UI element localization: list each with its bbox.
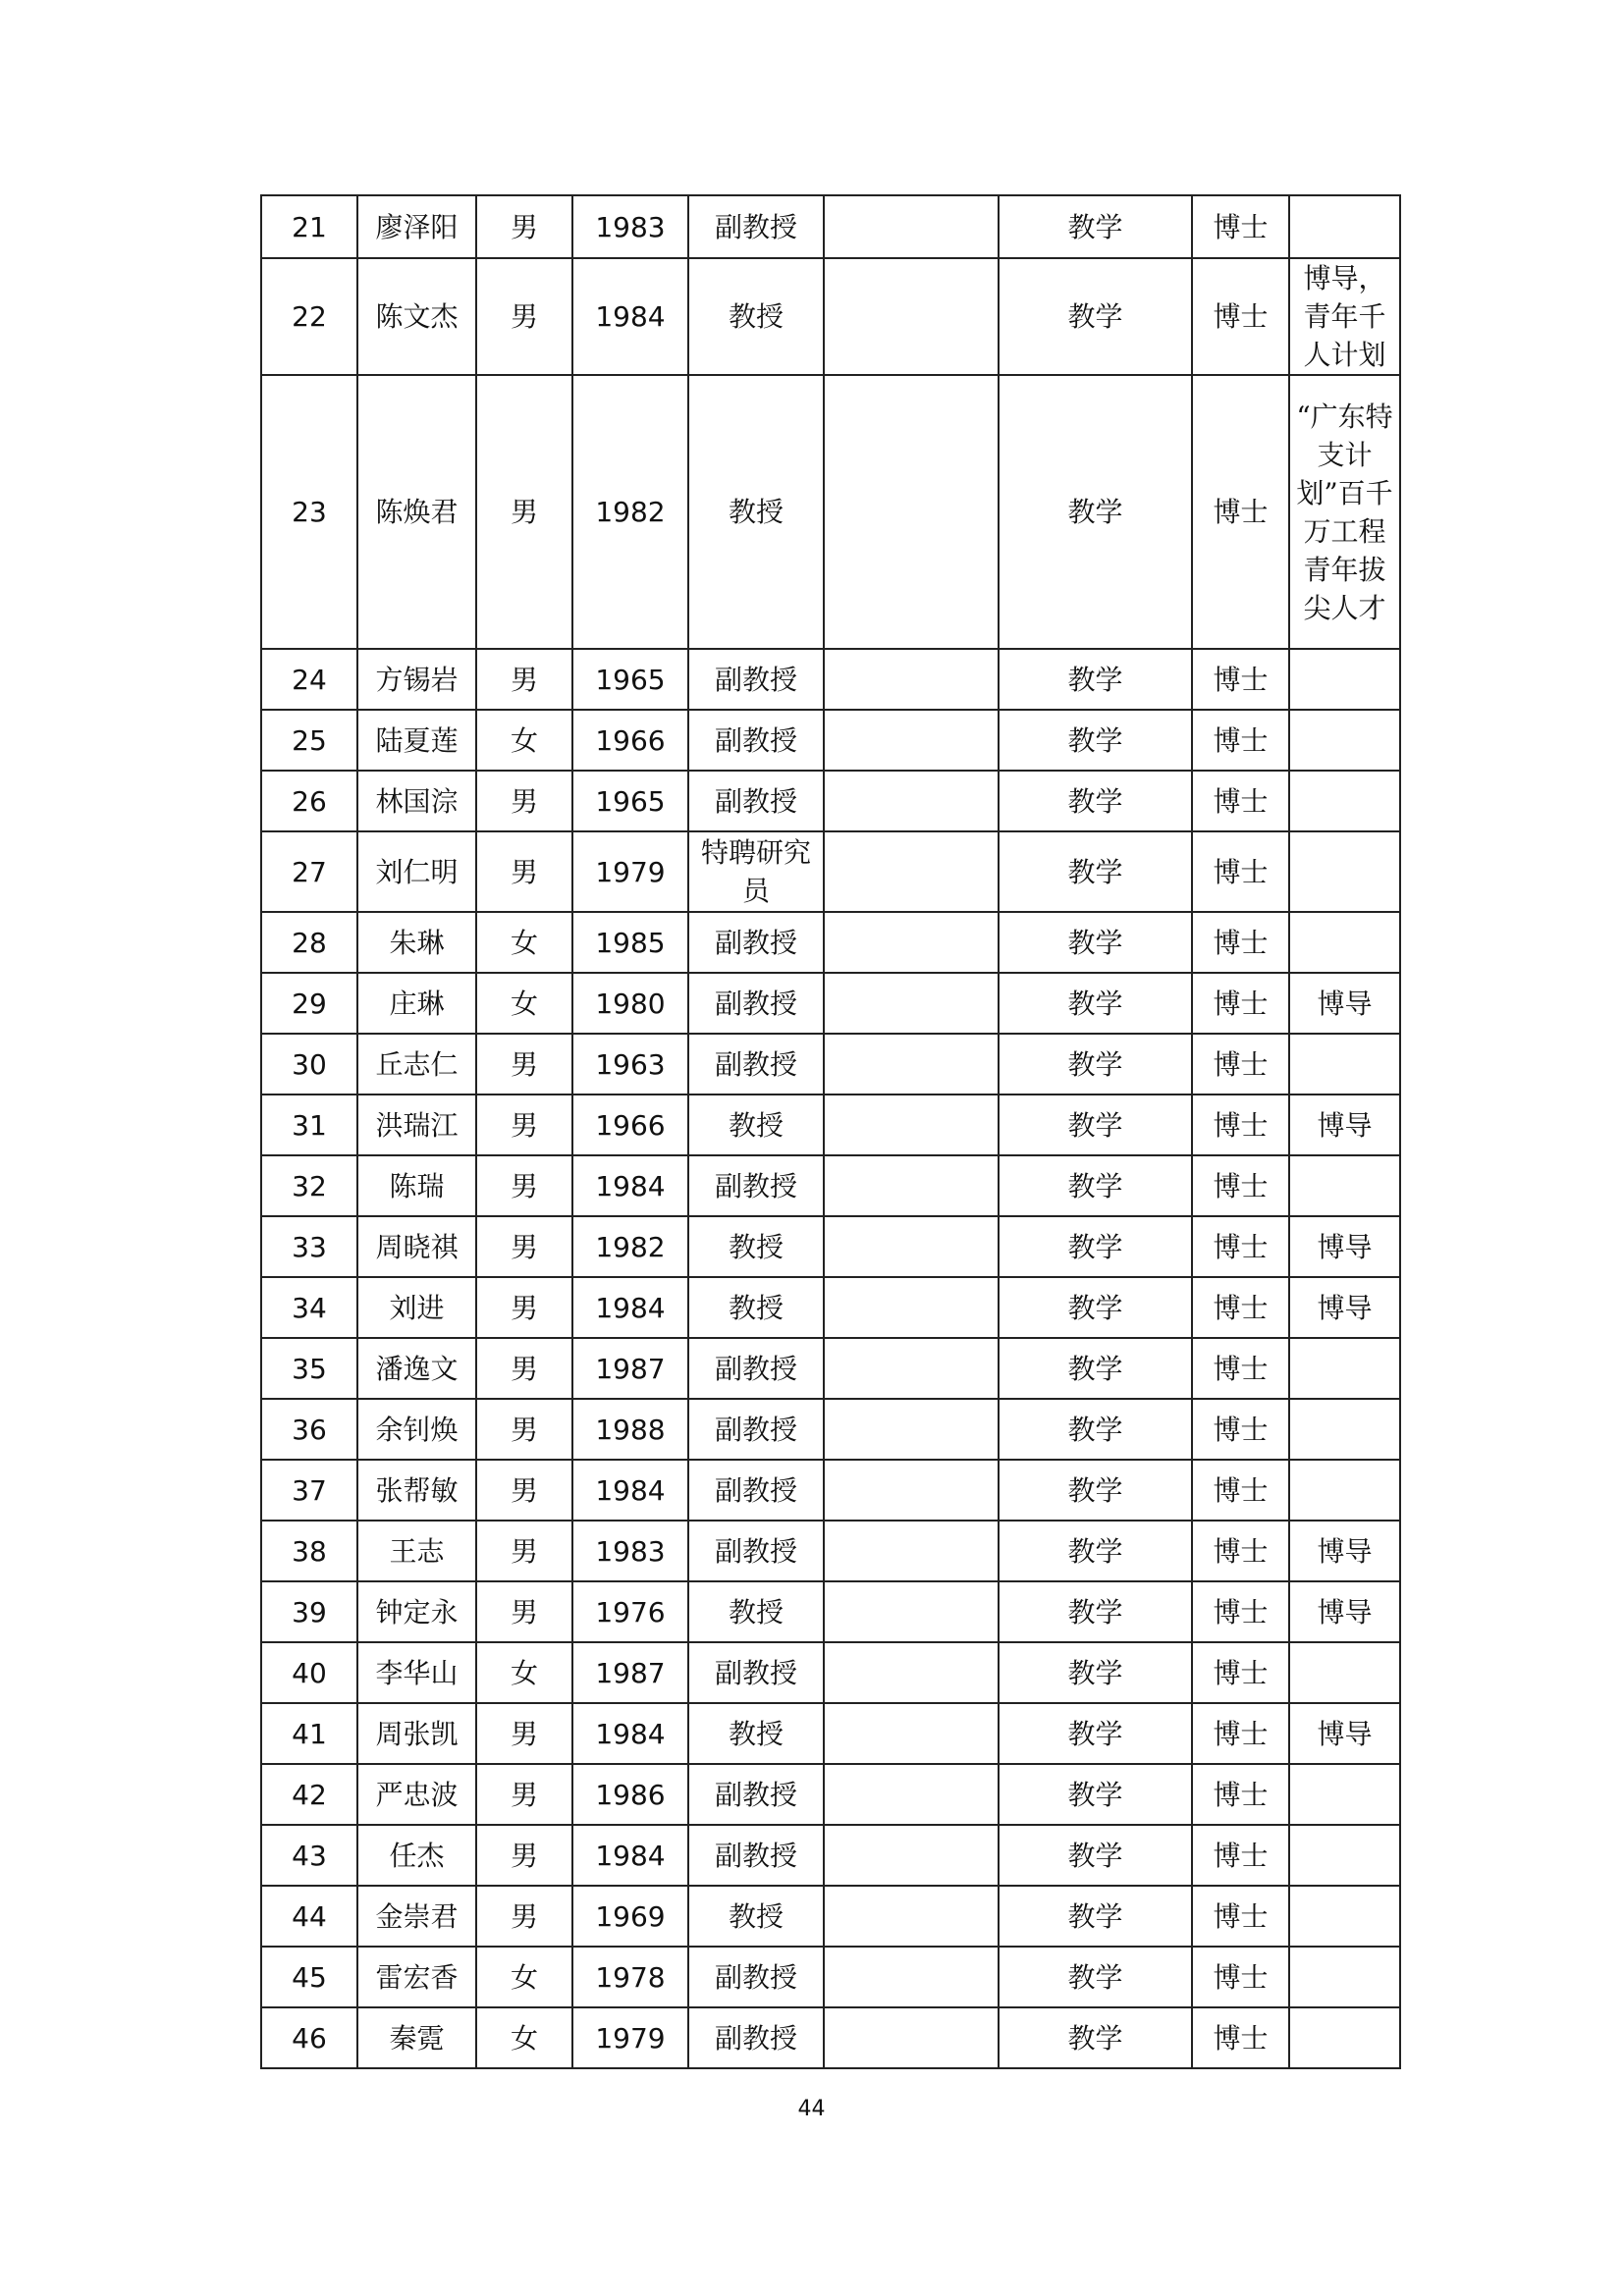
row-number-cell: 22 — [261, 258, 357, 375]
gender-cell: 男 — [476, 1460, 572, 1521]
empty-cell — [824, 1642, 999, 1703]
degree-cell: 博士 — [1192, 912, 1289, 973]
note-cell — [1289, 1338, 1400, 1399]
post-type-cell: 教学 — [999, 1034, 1192, 1095]
table-row — [261, 1155, 1400, 1216]
empty-cell — [824, 1155, 999, 1216]
post-type-cell: 教学 — [999, 1460, 1192, 1521]
note-cell — [1289, 2007, 1400, 2068]
note-cell: “广东特支计划”百千万工程青年拔尖人才 — [1289, 375, 1400, 649]
name-cell: 李华山 — [357, 1642, 476, 1703]
title-cell: 教授 — [688, 1581, 824, 1642]
name-cell: 陈文杰 — [357, 258, 476, 375]
empty-cell — [824, 258, 999, 375]
gender-cell: 男 — [476, 1581, 572, 1642]
birth-year-cell: 1965 — [572, 771, 688, 831]
degree-cell: 博士 — [1192, 1034, 1289, 1095]
degree-cell: 博士 — [1192, 1216, 1289, 1277]
post-type-cell: 教学 — [999, 1155, 1192, 1216]
title-cell: 副教授 — [688, 1034, 824, 1095]
table-row — [261, 771, 1400, 831]
table-row — [261, 1338, 1400, 1399]
post-type-cell: 教学 — [999, 195, 1192, 258]
empty-cell — [824, 973, 999, 1034]
post-type-cell: 教学 — [999, 1703, 1192, 1764]
note-cell — [1289, 912, 1400, 973]
note-cell — [1289, 1886, 1400, 1947]
degree-cell: 博士 — [1192, 1095, 1289, 1155]
degree-cell: 博士 — [1192, 1521, 1289, 1581]
degree-cell: 博士 — [1192, 1764, 1289, 1825]
name-cell: 雷宏香 — [357, 1947, 476, 2007]
degree-cell: 博士 — [1192, 2007, 1289, 2068]
table-body — [261, 195, 1400, 2068]
note-cell: 博导 — [1289, 1581, 1400, 1642]
table-row — [261, 1703, 1400, 1764]
post-type-cell: 教学 — [999, 1338, 1192, 1399]
post-type-cell: 教学 — [999, 1399, 1192, 1460]
name-cell: 余钊焕 — [357, 1399, 476, 1460]
name-cell: 洪瑞江 — [357, 1095, 476, 1155]
note-cell: 博导 — [1289, 1521, 1400, 1581]
gender-cell: 女 — [476, 710, 572, 771]
gender-cell: 女 — [476, 912, 572, 973]
title-cell: 教授 — [688, 258, 824, 375]
empty-cell — [824, 375, 999, 649]
empty-cell — [824, 195, 999, 258]
table-row — [261, 1034, 1400, 1095]
birth-year-cell: 1988 — [572, 1399, 688, 1460]
title-cell: 特聘研究员 — [688, 831, 824, 912]
row-number-cell: 41 — [261, 1703, 357, 1764]
note-cell — [1289, 195, 1400, 258]
row-number-cell: 33 — [261, 1216, 357, 1277]
row-number-cell: 32 — [261, 1155, 357, 1216]
birth-year-cell: 1966 — [572, 1095, 688, 1155]
note-cell: 博导 — [1289, 1703, 1400, 1764]
title-cell: 副教授 — [688, 1947, 824, 2007]
empty-cell — [824, 1034, 999, 1095]
table-row — [261, 973, 1400, 1034]
empty-cell — [824, 1825, 999, 1886]
row-number-cell: 43 — [261, 1825, 357, 1886]
name-cell: 陈焕君 — [357, 375, 476, 649]
gender-cell: 男 — [476, 1277, 572, 1338]
name-cell: 严忠波 — [357, 1764, 476, 1825]
row-number-cell: 31 — [261, 1095, 357, 1155]
gender-cell: 男 — [476, 195, 572, 258]
degree-cell: 博士 — [1192, 1886, 1289, 1947]
title-cell: 教授 — [688, 1216, 824, 1277]
row-number-cell: 37 — [261, 1460, 357, 1521]
post-type-cell: 教学 — [999, 912, 1192, 973]
name-cell: 陆夏莲 — [357, 710, 476, 771]
row-number-cell: 27 — [261, 831, 357, 912]
empty-cell — [824, 1399, 999, 1460]
row-number-cell: 42 — [261, 1764, 357, 1825]
name-cell: 刘进 — [357, 1277, 476, 1338]
table-row — [261, 1825, 1400, 1886]
title-cell: 副教授 — [688, 2007, 824, 2068]
birth-year-cell: 1982 — [572, 375, 688, 649]
birth-year-cell: 1984 — [572, 1460, 688, 1521]
name-cell: 廖泽阳 — [357, 195, 476, 258]
gender-cell: 男 — [476, 831, 572, 912]
birth-year-cell: 1976 — [572, 1581, 688, 1642]
degree-cell: 博士 — [1192, 1825, 1289, 1886]
post-type-cell: 教学 — [999, 375, 1192, 649]
table-row — [261, 1521, 1400, 1581]
degree-cell: 博士 — [1192, 771, 1289, 831]
note-cell — [1289, 1399, 1400, 1460]
note-cell — [1289, 1642, 1400, 1703]
title-cell: 副教授 — [688, 973, 824, 1034]
birth-year-cell: 1965 — [572, 649, 688, 710]
birth-year-cell: 1984 — [572, 1825, 688, 1886]
table-row — [261, 1399, 1400, 1460]
row-number-cell: 36 — [261, 1399, 357, 1460]
degree-cell: 博士 — [1192, 1947, 1289, 2007]
birth-year-cell: 1979 — [572, 831, 688, 912]
table-row — [261, 1642, 1400, 1703]
birth-year-cell: 1986 — [572, 1764, 688, 1825]
empty-cell — [824, 2007, 999, 2068]
birth-year-cell: 1966 — [572, 710, 688, 771]
title-cell: 副教授 — [688, 1764, 824, 1825]
gender-cell: 女 — [476, 1642, 572, 1703]
gender-cell: 男 — [476, 1886, 572, 1947]
gender-cell: 男 — [476, 1703, 572, 1764]
gender-cell: 男 — [476, 1764, 572, 1825]
title-cell: 教授 — [688, 375, 824, 649]
gender-cell: 男 — [476, 1155, 572, 1216]
degree-cell: 博士 — [1192, 1338, 1289, 1399]
post-type-cell: 教学 — [999, 1521, 1192, 1581]
degree-cell: 博士 — [1192, 1703, 1289, 1764]
name-cell: 周张凯 — [357, 1703, 476, 1764]
row-number-cell: 44 — [261, 1886, 357, 1947]
table-row — [261, 1886, 1400, 1947]
degree-cell: 博士 — [1192, 258, 1289, 375]
note-cell: 博导 — [1289, 1216, 1400, 1277]
gender-cell: 女 — [476, 973, 572, 1034]
title-cell: 副教授 — [688, 1399, 824, 1460]
note-cell: 博导，青年千人计划 — [1289, 258, 1400, 375]
empty-cell — [824, 771, 999, 831]
degree-cell: 博士 — [1192, 1155, 1289, 1216]
table-row — [261, 1581, 1400, 1642]
title-cell: 副教授 — [688, 710, 824, 771]
empty-cell — [824, 1764, 999, 1825]
name-cell: 方锡岩 — [357, 649, 476, 710]
post-type-cell: 教学 — [999, 973, 1192, 1034]
empty-cell — [824, 831, 999, 912]
empty-cell — [824, 912, 999, 973]
post-type-cell: 教学 — [999, 831, 1192, 912]
degree-cell: 博士 — [1192, 710, 1289, 771]
note-cell — [1289, 1764, 1400, 1825]
post-type-cell: 教学 — [999, 1095, 1192, 1155]
gender-cell: 男 — [476, 771, 572, 831]
post-type-cell: 教学 — [999, 1581, 1192, 1642]
row-number-cell: 40 — [261, 1642, 357, 1703]
note-cell: 博导 — [1289, 1095, 1400, 1155]
empty-cell — [824, 710, 999, 771]
note-cell — [1289, 1947, 1400, 2007]
title-cell: 副教授 — [688, 1460, 824, 1521]
row-number-cell: 30 — [261, 1034, 357, 1095]
note-cell — [1289, 1155, 1400, 1216]
empty-cell — [824, 1947, 999, 2007]
row-number-cell: 34 — [261, 1277, 357, 1338]
birth-year-cell: 1980 — [572, 973, 688, 1034]
name-cell: 朱琳 — [357, 912, 476, 973]
post-type-cell: 教学 — [999, 258, 1192, 375]
title-cell: 副教授 — [688, 649, 824, 710]
table-row — [261, 1947, 1400, 2007]
note-cell: 博导 — [1289, 973, 1400, 1034]
row-number-cell: 39 — [261, 1581, 357, 1642]
title-cell: 教授 — [688, 1886, 824, 1947]
degree-cell: 博士 — [1192, 1581, 1289, 1642]
gender-cell: 男 — [476, 1338, 572, 1399]
degree-cell: 博士 — [1192, 1642, 1289, 1703]
name-cell: 钟定永 — [357, 1581, 476, 1642]
post-type-cell: 教学 — [999, 1886, 1192, 1947]
empty-cell — [824, 1886, 999, 1947]
title-cell: 副教授 — [688, 1642, 824, 1703]
staff-table — [260, 194, 1401, 2069]
post-type-cell: 教学 — [999, 1216, 1192, 1277]
page-number: 44 — [797, 2097, 826, 2121]
gender-cell: 男 — [476, 1095, 572, 1155]
gender-cell: 女 — [476, 1947, 572, 2007]
birth-year-cell: 1987 — [572, 1338, 688, 1399]
row-number-cell: 28 — [261, 912, 357, 973]
empty-cell — [824, 1216, 999, 1277]
row-number-cell: 23 — [261, 375, 357, 649]
name-cell: 周晓祺 — [357, 1216, 476, 1277]
table-row — [261, 831, 1400, 912]
note-cell — [1289, 1460, 1400, 1521]
name-cell: 陈瑞 — [357, 1155, 476, 1216]
birth-year-cell: 1984 — [572, 258, 688, 375]
name-cell: 金崇君 — [357, 1886, 476, 1947]
table-row — [261, 1460, 1400, 1521]
gender-cell: 男 — [476, 1521, 572, 1581]
name-cell: 任杰 — [357, 1825, 476, 1886]
birth-year-cell: 1987 — [572, 1642, 688, 1703]
title-cell: 副教授 — [688, 912, 824, 973]
empty-cell — [824, 1095, 999, 1155]
birth-year-cell: 1984 — [572, 1155, 688, 1216]
gender-cell: 男 — [476, 649, 572, 710]
empty-cell — [824, 1460, 999, 1521]
name-cell: 林国淙 — [357, 771, 476, 831]
table-row — [261, 710, 1400, 771]
name-cell: 刘仁明 — [357, 831, 476, 912]
table-row — [261, 375, 1400, 649]
birth-year-cell: 1978 — [572, 1947, 688, 2007]
gender-cell: 男 — [476, 258, 572, 375]
post-type-cell: 教学 — [999, 2007, 1192, 2068]
note-cell — [1289, 710, 1400, 771]
note-cell — [1289, 649, 1400, 710]
table-row — [261, 195, 1400, 258]
table-row — [261, 1095, 1400, 1155]
gender-cell: 男 — [476, 1034, 572, 1095]
birth-year-cell: 1983 — [572, 1521, 688, 1581]
post-type-cell: 教学 — [999, 1642, 1192, 1703]
name-cell: 秦霓 — [357, 2007, 476, 2068]
name-cell: 张帮敏 — [357, 1460, 476, 1521]
title-cell: 教授 — [688, 1095, 824, 1155]
birth-year-cell: 1963 — [572, 1034, 688, 1095]
title-cell: 副教授 — [688, 1825, 824, 1886]
title-cell: 副教授 — [688, 1521, 824, 1581]
row-number-cell: 25 — [261, 710, 357, 771]
post-type-cell: 教学 — [999, 1947, 1192, 2007]
note-cell — [1289, 771, 1400, 831]
empty-cell — [824, 1277, 999, 1338]
post-type-cell: 教学 — [999, 649, 1192, 710]
degree-cell: 博士 — [1192, 831, 1289, 912]
note-cell — [1289, 831, 1400, 912]
table-row — [261, 1216, 1400, 1277]
empty-cell — [824, 1703, 999, 1764]
empty-cell — [824, 1581, 999, 1642]
gender-cell: 男 — [476, 1825, 572, 1886]
name-cell: 王志 — [357, 1521, 476, 1581]
degree-cell: 博士 — [1192, 1277, 1289, 1338]
title-cell: 教授 — [688, 1703, 824, 1764]
post-type-cell: 教学 — [999, 710, 1192, 771]
row-number-cell: 35 — [261, 1338, 357, 1399]
name-cell: 潘逸文 — [357, 1338, 476, 1399]
table-row — [261, 1764, 1400, 1825]
post-type-cell: 教学 — [999, 1825, 1192, 1886]
row-number-cell: 46 — [261, 2007, 357, 2068]
post-type-cell: 教学 — [999, 1277, 1192, 1338]
degree-cell: 博士 — [1192, 649, 1289, 710]
birth-year-cell: 1984 — [572, 1277, 688, 1338]
empty-cell — [824, 649, 999, 710]
table-row — [261, 1277, 1400, 1338]
degree-cell: 博士 — [1192, 195, 1289, 258]
table-row — [261, 2007, 1400, 2068]
note-cell — [1289, 1034, 1400, 1095]
birth-year-cell: 1983 — [572, 195, 688, 258]
empty-cell — [824, 1338, 999, 1399]
gender-cell: 女 — [476, 2007, 572, 2068]
post-type-cell: 教学 — [999, 771, 1192, 831]
note-cell: 博导 — [1289, 1277, 1400, 1338]
degree-cell: 博士 — [1192, 375, 1289, 649]
name-cell: 丘志仁 — [357, 1034, 476, 1095]
note-cell — [1289, 1825, 1400, 1886]
post-type-cell: 教学 — [999, 1764, 1192, 1825]
table-row — [261, 912, 1400, 973]
row-number-cell: 26 — [261, 771, 357, 831]
row-number-cell: 24 — [261, 649, 357, 710]
row-number-cell: 38 — [261, 1521, 357, 1581]
gender-cell: 男 — [476, 375, 572, 649]
table-row — [261, 258, 1400, 375]
birth-year-cell: 1985 — [572, 912, 688, 973]
degree-cell: 博士 — [1192, 1399, 1289, 1460]
birth-year-cell: 1979 — [572, 2007, 688, 2068]
birth-year-cell: 1969 — [572, 1886, 688, 1947]
empty-cell — [824, 1521, 999, 1581]
title-cell: 副教授 — [688, 771, 824, 831]
row-number-cell: 45 — [261, 1947, 357, 2007]
birth-year-cell: 1982 — [572, 1216, 688, 1277]
gender-cell: 男 — [476, 1399, 572, 1460]
table-row — [261, 649, 1400, 710]
row-number-cell: 21 — [261, 195, 357, 258]
degree-cell: 博士 — [1192, 973, 1289, 1034]
title-cell: 副教授 — [688, 195, 824, 258]
title-cell: 副教授 — [688, 1338, 824, 1399]
title-cell: 副教授 — [688, 1155, 824, 1216]
title-cell: 教授 — [688, 1277, 824, 1338]
birth-year-cell: 1984 — [572, 1703, 688, 1764]
gender-cell: 男 — [476, 1216, 572, 1277]
name-cell: 庄琳 — [357, 973, 476, 1034]
degree-cell: 博士 — [1192, 1460, 1289, 1521]
row-number-cell: 29 — [261, 973, 357, 1034]
